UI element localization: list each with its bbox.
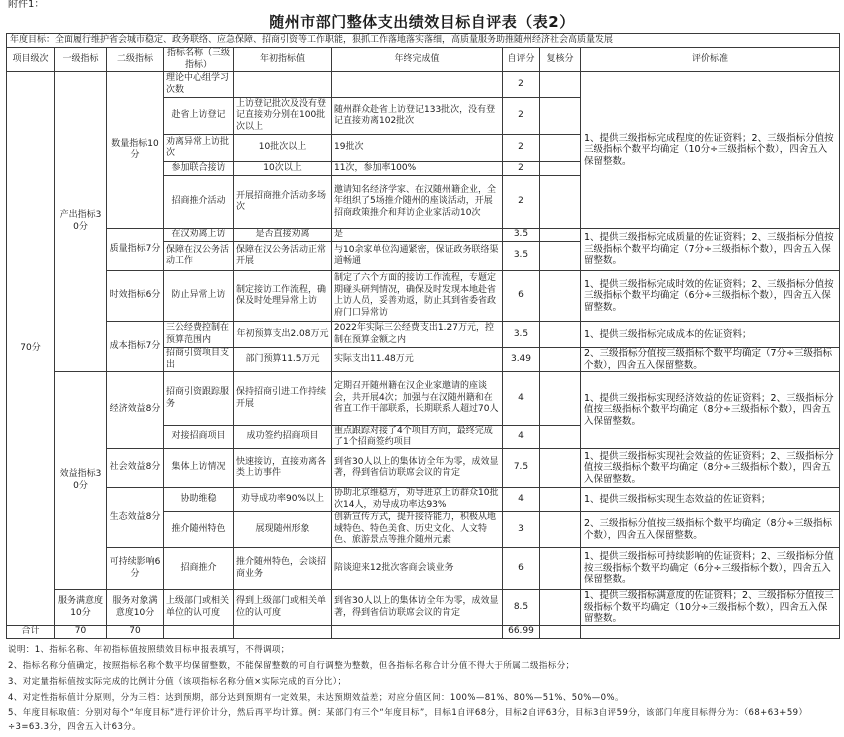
attachment-label: 附件1：: [8, 0, 45, 10]
indicator-name: 推介随州特色: [164, 512, 233, 547]
level2-ecological: 生态效益8分: [107, 488, 163, 547]
total-empty-cell: [164, 626, 233, 638]
level2-social: 社会效益8分: [107, 449, 163, 487]
criteria-quantity: 1、提供三级指标完成程度的佐证资料；2、三级指标分值按三级指标个数平均确定（10分÷三级指标个数），四舍五入保留整数。: [581, 72, 839, 228]
final-value: 到省30人以上的集体访全年为零，成效显著，得到省信访联席会议的肯定: [332, 449, 502, 487]
final-value: 定期召开随州籍在汉企业家邀请的座谈会，共开展4次；加强与在汉随州籍和在省直工作干部联系，长期联系人超过70人: [332, 372, 502, 425]
self-score: 6: [503, 271, 539, 321]
self-score: 2: [503, 176, 539, 228]
final-value: [332, 72, 502, 97]
indicator-name: 保障在汉公务活动工作: [164, 242, 233, 270]
criteria-ecological-1: 1、提供三级指标实现生态效益的佐证资料；: [581, 488, 839, 511]
indicator-name: 对接招商项目: [164, 426, 233, 448]
self-score: 3: [503, 512, 539, 547]
note-4: 4、对定性指标值计分原则，分为三档：达到预期，部分达到预期有一定效果，未达预期效益差；对应分值区间：100%—81%、80%—51%、50%—0%。: [8, 693, 624, 703]
final-value: 重点跟踪对接了4个项目方向，最终完成了1个招商签约项目: [332, 426, 502, 448]
self-score: 2: [503, 98, 539, 134]
self-score: 3.5: [503, 322, 539, 347]
criteria-timeliness: 1、提供三级指标完成时效的佐证资料；2、三级指标分值按三级指标个数平均确定（6分÷三级指标个数），四舍五入保留整数。: [581, 271, 839, 321]
indicator-name: 上级部门或相关单位的认可度: [164, 590, 233, 625]
level1-benefit: 效益指标30分: [55, 372, 106, 589]
review-score: [540, 590, 580, 625]
criteria-social: 1、提供三级指标实现社会效益的佐证资料；2、三级指标分值按三级指标个数平均确定（8分÷三级指标个数），四舍五入保留整数。: [581, 449, 839, 487]
indicator-name: 招商引资跟踪服务: [164, 372, 233, 425]
initial-value: 得到上级部门或相关单位的认可度: [234, 590, 331, 625]
initial-value: 保障在汉公务活动正常开展: [234, 242, 331, 270]
header-level1: 一级指标: [55, 48, 106, 71]
review-score: [540, 98, 580, 134]
indicator-name: 劝离异常上访批次: [164, 135, 233, 161]
level2-service-satisfaction: 服务对象满意度10分: [107, 590, 163, 625]
final-value: 11次，参加率100%: [332, 162, 502, 175]
review-score: [540, 488, 580, 511]
review-score: [540, 548, 580, 589]
note-2: 2、指标名称分值确定，按照指标名称个数平均保留整数，不能保留整数的可自行调整为整数，但各指标名称合计分值不得大于所属二级指标分；: [8, 661, 575, 671]
review-score: [540, 512, 580, 547]
evaluation-table: [6, 33, 840, 639]
indicator-name: 参加联合接访: [164, 162, 233, 175]
level1-output: 产出指标30分: [55, 72, 106, 371]
initial-value: 部门预算11.5万元: [234, 348, 331, 371]
indicator-name: 在汉劝离上访: [164, 229, 233, 241]
review-score: [540, 426, 580, 448]
indicator-name: 协助维稳: [164, 488, 233, 511]
criteria-ecological-2: 2、三级指标分值按三级指标个数平均确定（8分÷三级指标个数），四舍五入保留整数。: [581, 512, 839, 547]
total-empty-cell: [332, 626, 502, 638]
initial-value: [234, 72, 331, 97]
level2-economic: 经济效益8分: [107, 372, 163, 448]
final-value: 与10余家单位沟通紧密，保证政务联络渠道畅通: [332, 242, 502, 270]
total-level1: 70: [55, 626, 106, 638]
final-value: 创新宣传方式，提升接待能力，积极从地域特色、特色美食、历史文化、人文特色、旅游景点等推介随州元素: [332, 512, 502, 547]
review-score: [540, 372, 580, 425]
header-final-value: 年终完成值: [332, 48, 502, 71]
level1-satisfaction: 服务满意度10分: [55, 590, 106, 625]
total-label: 合计: [7, 626, 54, 638]
indicator-name: 三公经费控制在预算范围内: [164, 322, 233, 347]
review-score: [540, 162, 580, 175]
initial-value: 年初预算支出2.08万元: [234, 322, 331, 347]
total-empty-cell: [234, 626, 331, 638]
indicator-name: 防止异常上访: [164, 271, 233, 321]
criteria-satisfaction: 1、提供三级指标满意度的佐证资料；2、三级指标分值按三级指标个数平均确定（10分÷三级指标个数），四舍五入保留整数。: [581, 590, 839, 625]
level2-timeliness: 时效指标6分: [107, 271, 163, 321]
page-title: 随州市部门整体支出绩效目标自评表（表2）: [269, 13, 575, 31]
final-value: 19批次: [332, 135, 502, 161]
self-score: 8.5: [503, 590, 539, 625]
initial-value: 10次以上: [234, 162, 331, 175]
criteria-cost-2: 2、三级指标分值按三级指标个数平均确定（7分÷三级指标个数），四舍五入保留整数。: [581, 348, 839, 371]
review-score: [540, 72, 580, 97]
project-level-score: 70分: [7, 72, 54, 625]
indicator-name: 招商引资项目支出: [164, 348, 233, 371]
initial-value: 是否直接劝离: [234, 229, 331, 241]
initial-value: 快速接访，直接劝离各类上访事件: [234, 449, 331, 487]
level2-sustainable: 可持续影响6分: [107, 548, 163, 589]
final-value: 2022年实际三公经费支出1.27万元，控制在预算金额之内: [332, 322, 502, 347]
header-level2: 二级指标: [107, 48, 163, 71]
criteria-economic: 1、提供三级指标实现经济效益的佐证资料；2、三级指标分值按三级指标个数平均确定（8分÷三级指标个数），四舍五入保留整数。: [581, 372, 839, 448]
review-score: [540, 229, 580, 241]
notes-section: [8, 642, 838, 734]
indicator-name: 赴省上访登记: [164, 98, 233, 134]
initial-value: 开展招商推介活动多场次: [234, 176, 331, 228]
initial-value: 推介随州特色，会谈招商业务: [234, 548, 331, 589]
indicator-name: 集体上访情况: [164, 449, 233, 487]
initial-value: 制定接访工作流程，确保及时处理异常上访: [234, 271, 331, 321]
self-score: 4: [503, 426, 539, 448]
indicator-name: 理论中心组学习次数: [164, 72, 233, 97]
initial-value: 10批次以上: [234, 135, 331, 161]
total-criteria: [581, 626, 839, 638]
total-level2: 70: [107, 626, 163, 638]
note-3: 3、对定量指标值按实际完成的比例计分值（该项指标名称分值×实际完成的百分比）；: [8, 677, 347, 687]
review-score: [540, 271, 580, 321]
self-score: 4: [503, 372, 539, 425]
self-score: 2: [503, 135, 539, 161]
indicator-name: 招商推介: [164, 548, 233, 589]
header-review-score: 复核分: [540, 48, 580, 71]
review-score: [540, 449, 580, 487]
final-value: 协助北京维稳方，劝导进京上访群众10批次14人，劝导成功率达93%: [332, 488, 502, 511]
criteria-quality: 1、提供三级指标完成质量的佐证资料；2、三级指标分值按三级指标个数平均确定（7分÷三级指标个数），四舍五入保留整数。: [581, 229, 839, 270]
final-value: 到省30人以上的集体访全年为零，成效显著，得到省信访联席会议的肯定: [332, 590, 502, 625]
level2-quality: 质量指标7分: [107, 229, 163, 270]
initial-value: 成功签约招商项目: [234, 426, 331, 448]
review-score: [540, 135, 580, 161]
review-score: [540, 322, 580, 347]
initial-value: 展现随州形象: [234, 512, 331, 547]
note-5: 5、年度目标取值：分别对每个“年度目标”进行评价计分，然后再平均计算。例：某部门有三个“年度目标”，目标1自评68分，目标2自评63分，目标3自评59分，该部门年度目标得分为：（68+63+59）÷3=63.3分，四舍五入计63分。: [8, 708, 808, 732]
self-score: 4: [503, 488, 539, 511]
header-initial-value: 年初指标值: [234, 48, 331, 71]
level2-cost: 成本指标7分: [107, 322, 163, 371]
self-score: 3.5: [503, 229, 539, 241]
level2-quantity: 数量指标10分: [107, 72, 163, 228]
review-score: [540, 348, 580, 371]
initial-value: 上访登记批次及没有登记直接劝分别在100批次以上: [234, 98, 331, 134]
total-review-score: [540, 626, 580, 638]
criteria-sustainable: 1、提供三级指标可持续影响的佐证资料；2、三级指标分值按三级指标个数平均确定（6分÷三级指标个数），四舍五入保留整数。: [581, 548, 839, 589]
final-value: 是: [332, 229, 502, 241]
initial-value: 保持招商引进工作持续开展: [234, 372, 331, 425]
self-score: 3.5: [503, 242, 539, 270]
self-score: 7.5: [503, 449, 539, 487]
self-score: 6: [503, 548, 539, 589]
review-score: [540, 242, 580, 270]
final-value: 随州群众赴省上访登记133批次，没有登记直接劝离102批次: [332, 98, 502, 134]
header-project-level: 项目级次: [7, 48, 54, 71]
annual-goal: 年度目标：全面履行维护省会城市稳定、政务联络、应急保障、招商引资等工作职能，狠抓工作落地落实落细，高质量服务助推随州经济社会高质量发展: [7, 34, 839, 47]
header-self-score: 自评分: [503, 48, 539, 71]
criteria-cost-1: 1、提供三级指标完成成本的佐证资料；: [581, 322, 839, 347]
final-value: 实际支出11.48万元: [332, 348, 502, 371]
indicator-name: 招商推介活动: [164, 176, 233, 228]
self-score: 3.49: [503, 348, 539, 371]
header-indicator-name: 指标名称（三级指标）: [164, 48, 233, 71]
final-value: 制定了六个方面的接访工作流程，专题定期碰头研判情况，确保及时发现本地赴省上访人员，妥善劝返，防止其到省委省政府门口异常访: [332, 271, 502, 321]
review-score: [540, 176, 580, 228]
total-self-score: 66.99: [503, 626, 539, 638]
final-value: 陪谈迎来12批次客商会谈业务: [332, 548, 502, 589]
final-value: 邀请知名经济学家、在汉随州籍企业，全年组织了5场推介随州的座谈活动，开展招商政策推介和拜访企业家活动10次: [332, 176, 502, 228]
self-score: 2: [503, 72, 539, 97]
self-score: 2: [503, 162, 539, 175]
note-1: 说明：1、指标名称、年初指标值按照绩效目标申报表填写，不得调项；: [8, 645, 290, 655]
header-criteria: 评价标准: [581, 48, 839, 71]
initial-value: 劝导成功率90%以上: [234, 488, 331, 511]
